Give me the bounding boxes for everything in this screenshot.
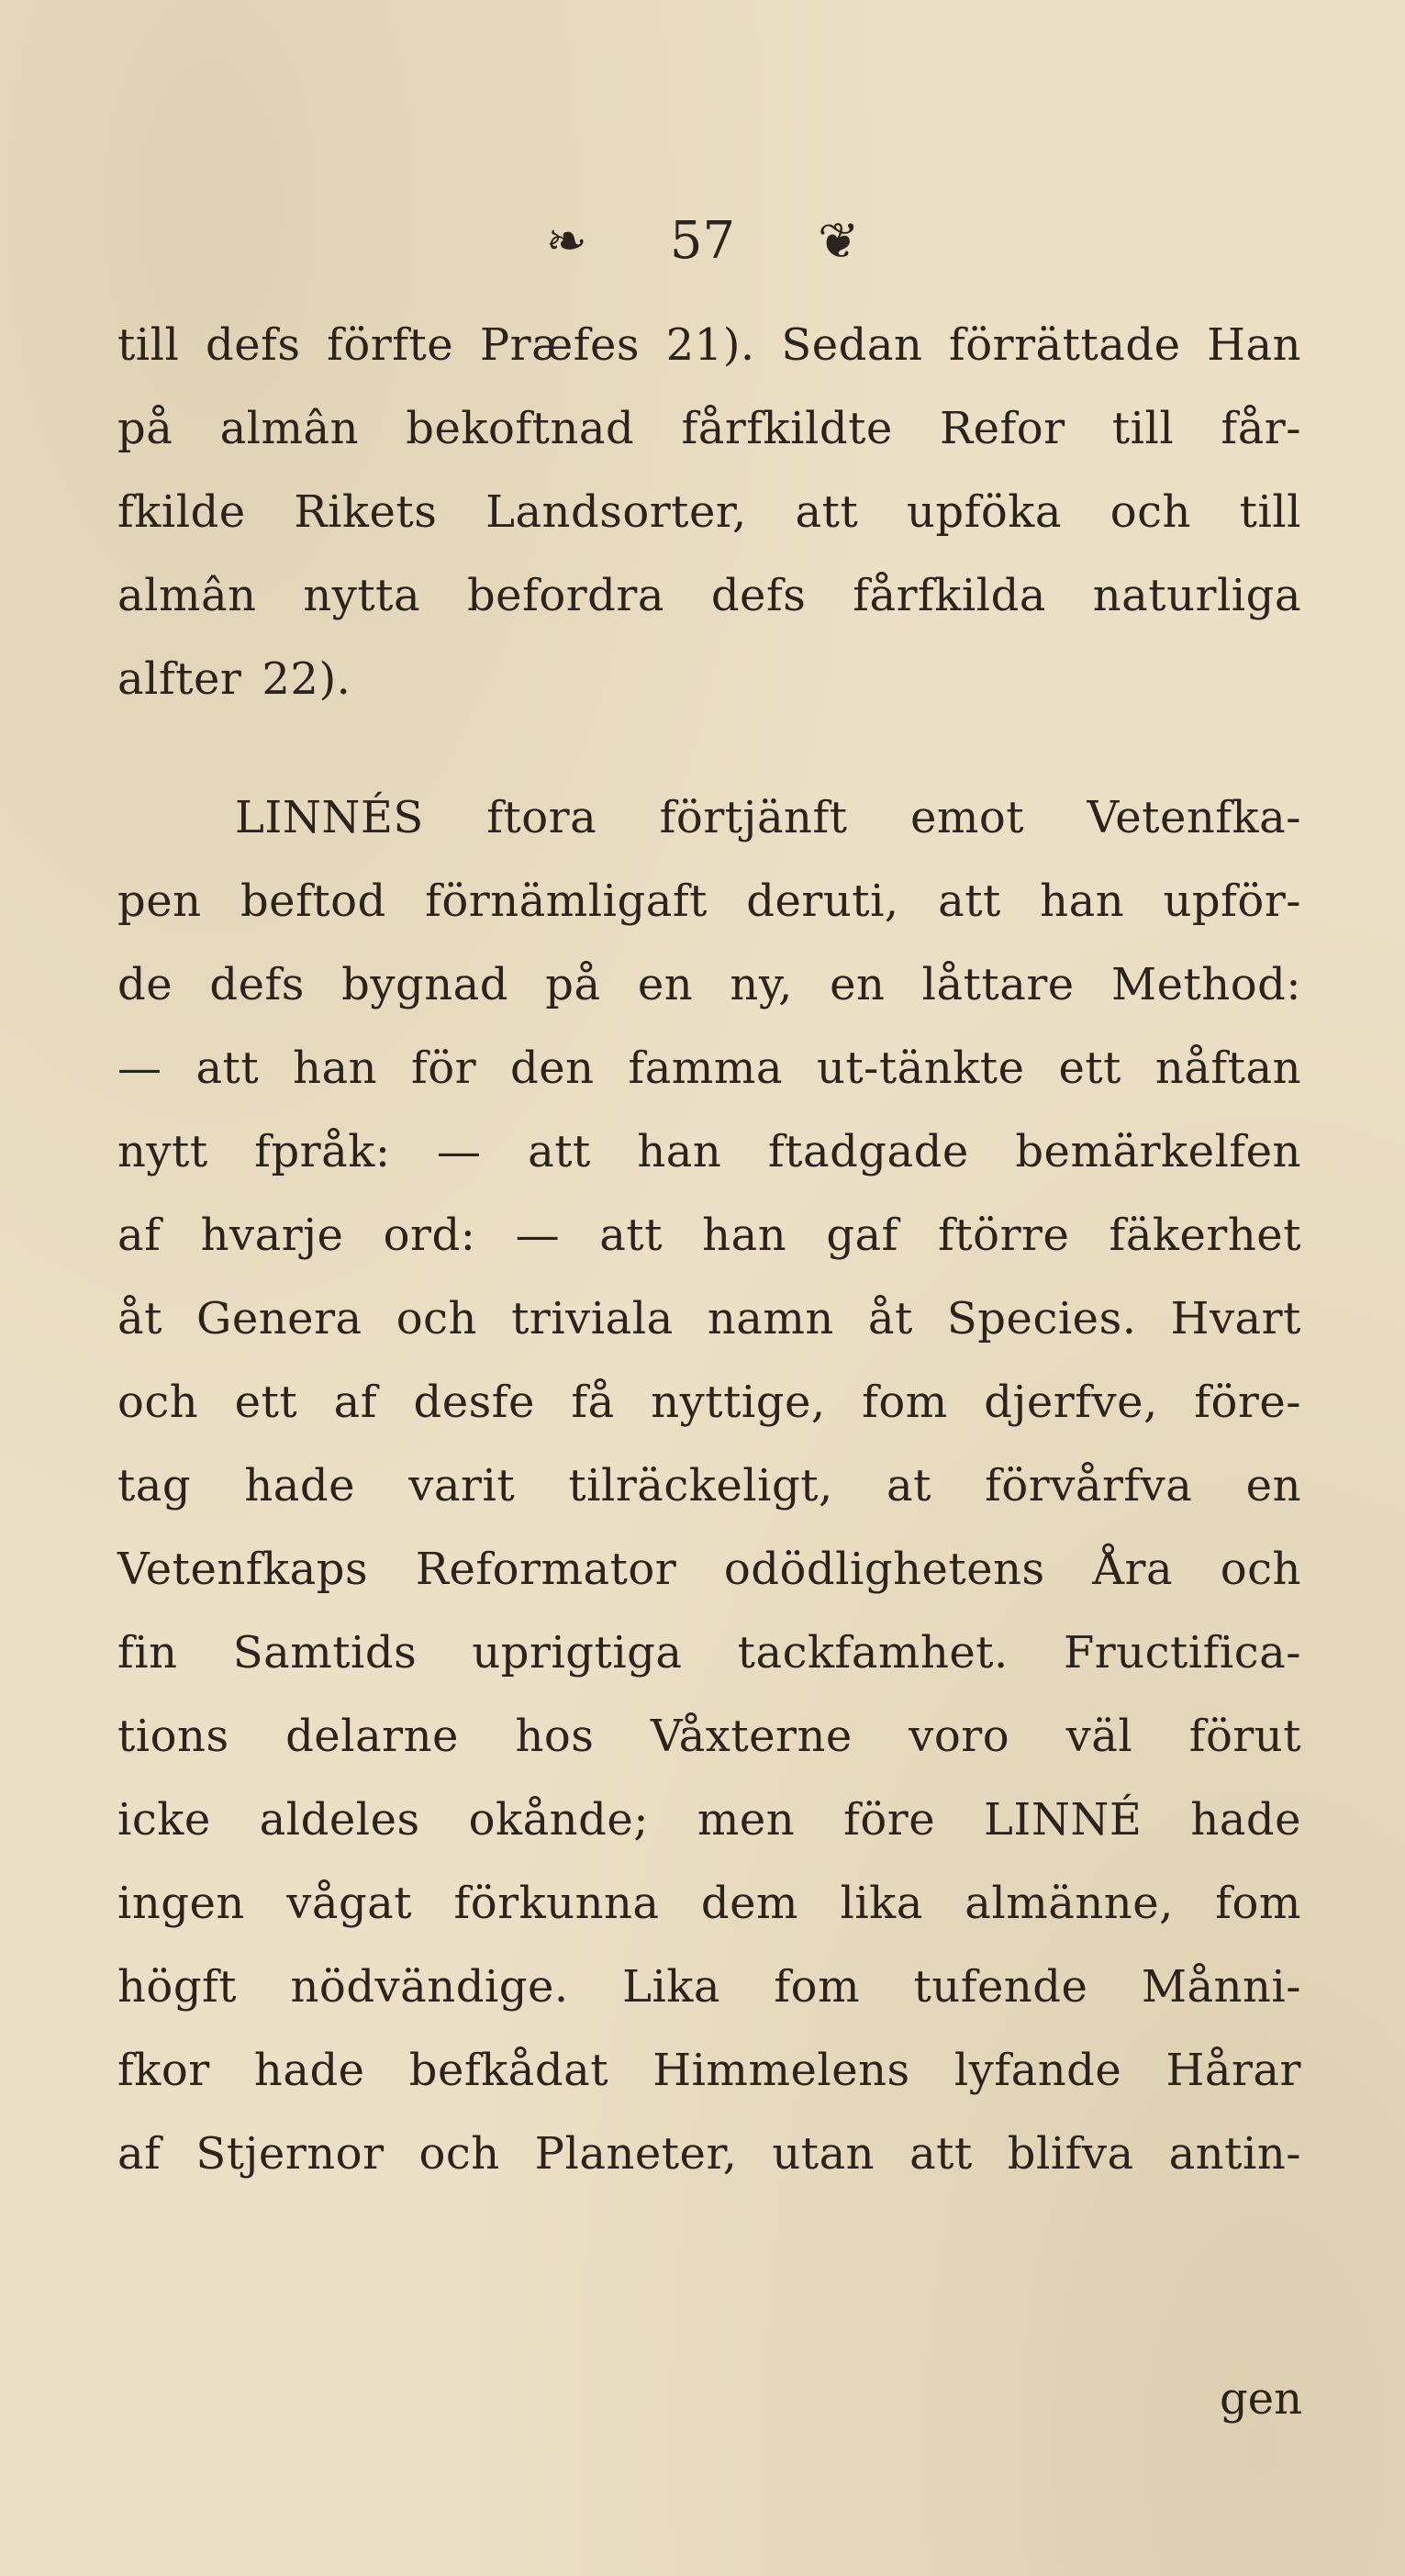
word: dem [700,1877,799,1929]
word: almân [117,569,257,621]
word: till [1239,485,1301,538]
word: att [795,485,859,538]
text-line [117,2028,1301,2112]
word: Genera [196,1292,362,1344]
word: Species. [946,1292,1137,1344]
word: hade [244,1459,356,1511]
word: voro [909,1710,1010,1762]
word: lika [840,1877,923,1929]
word: hos [515,1710,595,1762]
word: nyttige, [651,1376,826,1428]
word: Stjernor [195,2127,385,2180]
text-line [117,470,1301,553]
word: ingen [117,1877,245,1929]
word: upför- [1163,875,1301,927]
word: ord: [383,1209,476,1261]
word: Våxterne [650,1710,853,1762]
floral-ornament-right-icon: ❦ [818,212,860,270]
word: uprigtiga [472,1626,683,1678]
word: befkådat [408,2044,609,2096]
text-line [117,1694,1301,1778]
word: att [528,1125,591,1177]
word: namn [707,1292,834,1344]
word: en [1245,1459,1301,1511]
word: och [117,1376,199,1428]
word: Planeter, [534,2127,738,2180]
word: ftadgade [767,1125,969,1177]
word: Reformator [415,1543,677,1595]
text-line [117,637,1301,720]
word: tag [117,1459,192,1511]
word: ett [234,1376,298,1428]
word: fom [862,1376,948,1428]
word: gaf [826,1209,898,1261]
word: den [510,1042,595,1094]
word: hade [1190,1793,1301,1846]
word: fårfkilda [853,569,1046,621]
word: nytta [303,569,421,621]
word: till [1111,402,1175,454]
text-line [117,1778,1301,1861]
word: förtjänft [659,791,848,843]
text-line [117,1611,1301,1694]
word: nytt [117,1125,208,1177]
word: Sedan [781,318,923,371]
word: förkunna [453,1877,660,1929]
text-line [117,2112,1301,2195]
page-header [0,200,1405,283]
paragraph-gap [117,720,1301,775]
word: Method: [1110,958,1301,1010]
word: tions [117,1710,229,1762]
word: deruti, [746,875,899,927]
word: varit [408,1459,516,1511]
word: famma [628,1042,784,1094]
word: Præfes [479,318,640,371]
word: lyfande [953,2044,1122,2096]
word: af [333,1376,378,1428]
text-line [117,553,1301,637]
word: före- [1194,1376,1301,1428]
word: bekoftnad [406,402,635,454]
word: af [117,1209,162,1261]
word: Han [1207,318,1301,371]
word: bemärkelfen [1015,1125,1301,1177]
word: att [938,875,1001,927]
word: bygnad [341,958,508,1010]
word: Himmelens [652,2044,910,2096]
word: förvårfva [985,1459,1193,1511]
word: och [1110,485,1191,538]
word: fom [774,1960,861,2013]
word: 22). [262,652,351,705]
word: utan [772,2127,875,2180]
word: fårfkildte [681,402,893,454]
word: ftora [486,791,597,843]
word: högft [117,1960,238,2013]
word: väl [1065,1710,1133,1762]
word: icke [117,1793,211,1846]
word: nödvändige. [290,1960,569,2013]
word: Rikets [294,485,438,538]
word: hvarje [200,1209,344,1261]
word: hade [253,2044,365,2096]
text-line [117,1277,1301,1360]
word: upföka [906,485,1062,538]
word: fin [117,1626,178,1678]
word: Åra [1092,1543,1174,1595]
word: och [418,2127,500,2180]
word: almänne, [965,1877,1174,1929]
text-line [117,1110,1301,1193]
word: delarne [285,1710,459,1762]
word: naturliga [1092,569,1301,621]
word: för [410,1042,477,1094]
word: åt [867,1292,913,1344]
word: at [886,1459,931,1511]
word: han [1040,875,1125,927]
word: fpråk: [254,1125,391,1177]
word: en [830,958,886,1010]
text-line [117,303,1301,386]
word: Refor [939,402,1065,454]
word: ett [1058,1042,1121,1094]
word: tilräckeligt, [568,1459,833,1511]
word: af [117,2127,162,2180]
word: desfe [413,1376,535,1428]
word: ut-tänkte [816,1042,1025,1094]
word: — [437,1125,482,1177]
word: och [396,1292,477,1344]
body-text [117,303,1301,2195]
word: defs [205,318,301,371]
page-number: 57 [669,211,736,271]
text-line [117,386,1301,470]
word: till [117,318,180,371]
word: tackfamhet. [737,1626,1009,1678]
word: tufende [913,1960,1088,2013]
floral-ornament-left-icon: ❧ [545,212,587,270]
text-line [117,1861,1301,1945]
word: fom [1215,1877,1301,1929]
word: beftod [240,875,386,927]
word: låttare [921,958,1075,1010]
word: almân [219,402,360,454]
word: ny, [730,958,793,1010]
word: Fructifica- [1063,1626,1301,1678]
word: ftörre [938,1209,1070,1261]
text-line [117,1444,1301,1527]
word: nåftan [1154,1042,1301,1094]
word: få [571,1376,615,1428]
word: att [909,2127,973,2180]
text-line [117,859,1301,942]
word: och [1220,1543,1301,1595]
word: Landsorter, [485,485,747,538]
word: får- [1221,402,1301,454]
text-line [117,1527,1301,1611]
word: på [545,958,601,1010]
word: Vetenfkaps [117,1543,369,1595]
text-line [117,1193,1301,1277]
text-line [117,942,1301,1026]
word: triviala [511,1292,674,1344]
word: han [637,1125,722,1177]
word: förnämligaft [425,875,708,927]
word: aldeles [259,1793,420,1846]
word: — [515,1209,561,1261]
word: emot [909,791,1025,843]
text-line [117,775,1301,859]
word: antin- [1168,2127,1301,2180]
word: förrättade [948,318,1181,371]
word: men [697,1793,796,1846]
word: åt [117,1292,162,1344]
word: alfter [117,652,242,705]
word: Hårar [1165,2044,1301,2096]
word: LINNÉS [235,791,424,843]
word: Hvart [1170,1292,1301,1344]
word: före [843,1793,936,1846]
word: förfte [327,318,454,371]
word: 21). [665,318,755,371]
word: befordra [466,569,664,621]
text-line [117,1026,1301,1110]
word: på [117,402,173,454]
word: de [117,958,173,1010]
word: defs [209,958,305,1010]
word: han [702,1209,787,1261]
word: att [195,1042,260,1094]
word: en [637,958,694,1010]
word: Månni- [1141,1960,1301,2013]
word: — [117,1042,162,1094]
word: att [599,1209,663,1261]
catchword: gen [1219,2373,1302,2425]
word: djerfve, [984,1376,1158,1428]
word: fäkerhet [1109,1209,1301,1261]
word: han [293,1042,378,1094]
text-line [117,1945,1301,2028]
word: odödlighetens [723,1543,1045,1595]
word: pen [117,875,202,927]
word: förut [1188,1710,1301,1762]
text-line [117,1360,1301,1444]
word: okånde; [468,1793,649,1846]
word: Lika [622,1960,720,2013]
word: defs [710,569,807,621]
word: fkilde [117,485,246,538]
word: vågat [286,1877,413,1929]
word: Vetenfka- [1087,791,1301,843]
word: fkor [117,2044,210,2096]
word: blifva [1007,2127,1134,2180]
word: Samtids [232,1626,418,1678]
word: LINNÉ [984,1793,1143,1846]
